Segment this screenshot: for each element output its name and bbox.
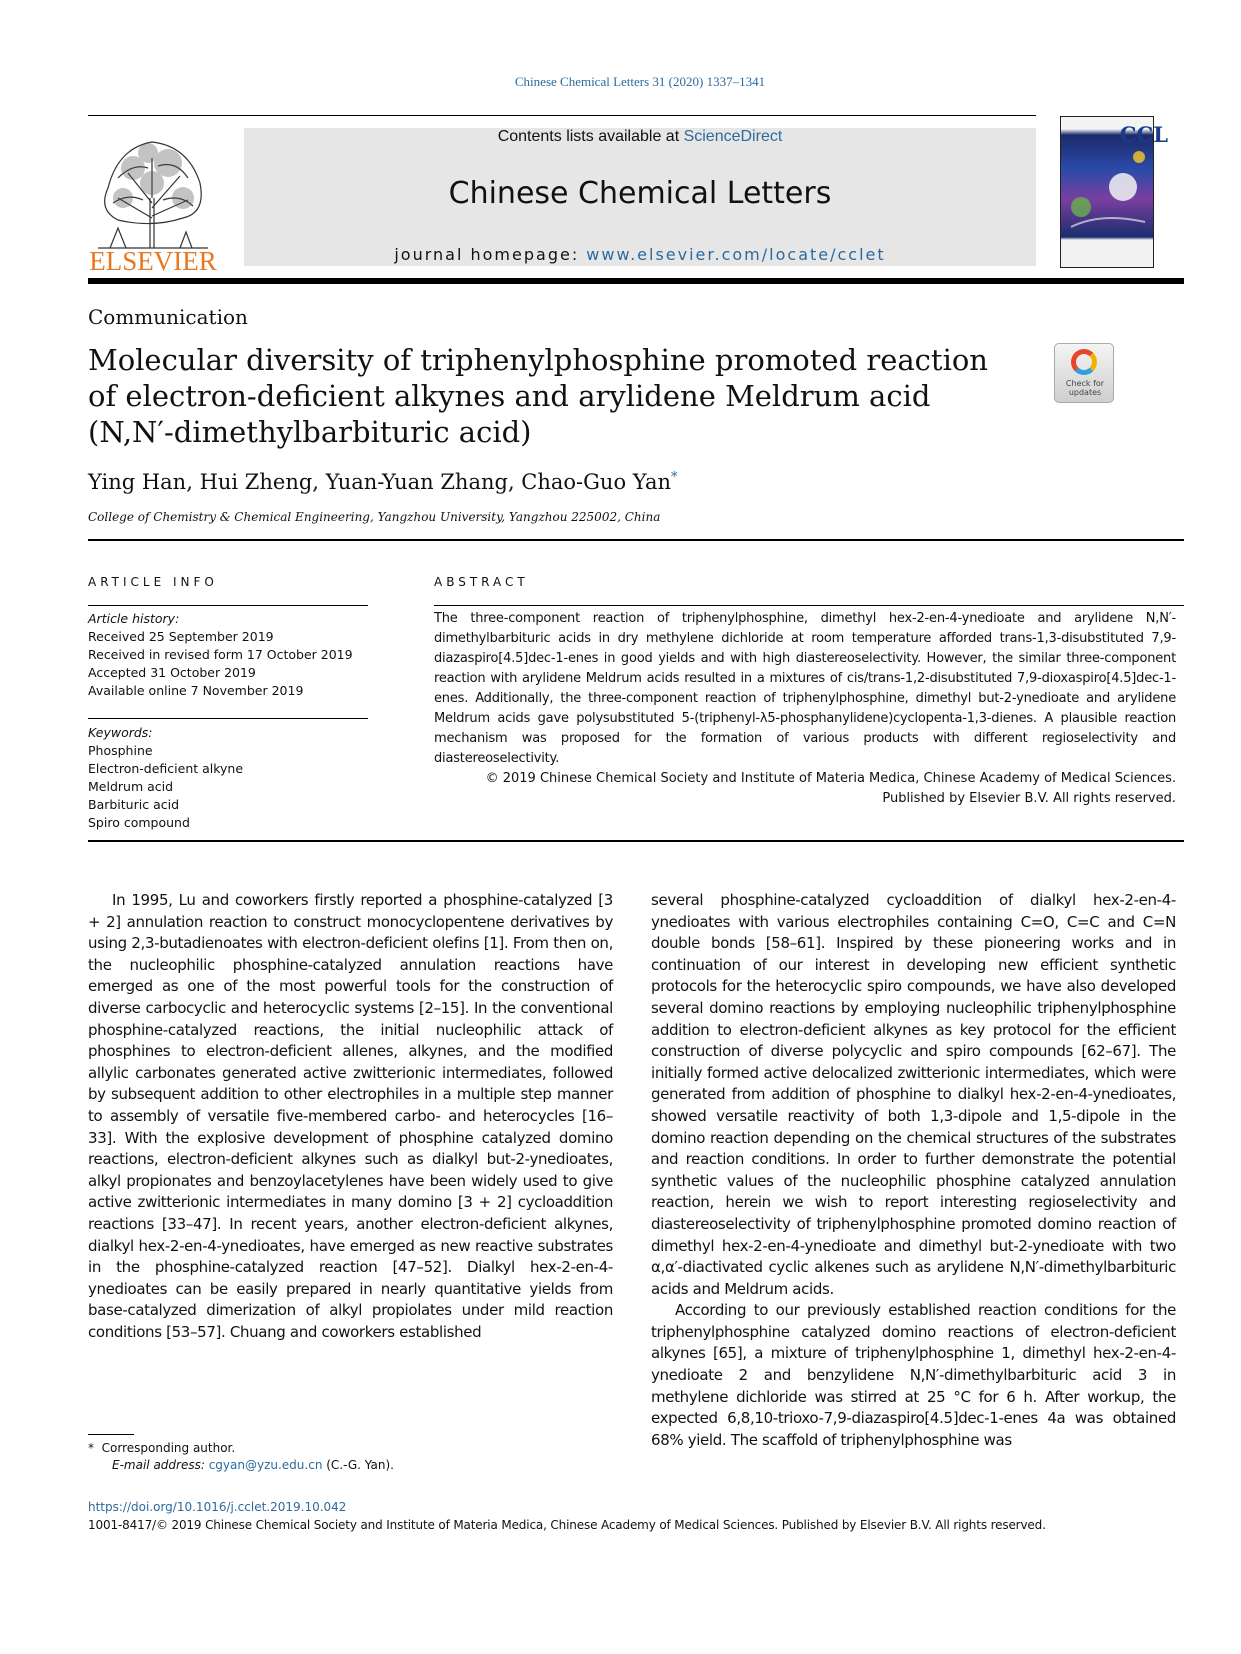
author-affiliation: College of Chemistry & Chemical Engineering, Yangzhou University, Yangzhou 225002, China bbox=[88, 510, 661, 524]
journal-name: Chinese Chemical Letters bbox=[448, 176, 832, 211]
body-right-column bbox=[651, 890, 1176, 1451]
footnote-email-line bbox=[88, 1457, 394, 1474]
cover-ccl-title: CCL bbox=[1119, 122, 1168, 147]
corresponding-footnote bbox=[88, 1440, 394, 1474]
homepage-prefix: journal homepage: bbox=[394, 245, 587, 264]
abstract-copyright bbox=[434, 769, 1176, 809]
article-type: Communication bbox=[88, 305, 248, 329]
abstract-copyright-line-2: Published by Elsevier B.V. All rights reserved. bbox=[882, 791, 1176, 806]
keyword-item: Phosphine bbox=[88, 743, 153, 758]
header-heavy-rule bbox=[88, 278, 1184, 284]
history-label: Article history: bbox=[88, 611, 180, 626]
article-history bbox=[88, 610, 373, 700]
body-paragraph: several phosphine-catalyzed cycloaddition of dialkyl hex-2-en-4-ynedioates with various electrophiles containing C=O, C=C and C=N double bonds [58–61]. Inspired by these pioneering works and in continuation of our interest in developing new efficient synthetic protocols for the heterocyclic spiro compounds, we have also developed several domino reactions by employing nucleophilic triphenylphosphine addition to electron-deficient alkynes as key protocol for the efficient construction of diverse polycyclic and spiro compounds [62–67]. The initially formed active delocalized zwitterionic intermediates, which were generated from addition of phosphine to dialkyl hex-2-en-4-ynedioates, showed versatile reactivity of both 1,3-dipole and 1,5-dipole in the domino reaction depending on the chemical structures of the substrates and reaction conditions. In order to further demonstrate the potential synthetic values of the nucleophilic phosphine catalyzed annulation reaction, herein we wish to report interesting regioselectivity and diastereoselectivity of triphenylphosphine promoted domino reaction of dimethyl hex-2-en-4-ynedioate and dimethyl but-2-ynedioate with two α,α′-diactivated cyclic alkenes such as arylidene N,N′-dimethylbarbituric acids and Meldrum acids. bbox=[651, 891, 1176, 1298]
history-accepted: Accepted 31 October 2019 bbox=[88, 665, 256, 680]
keywords-list bbox=[88, 724, 373, 832]
keywords-label: Keywords: bbox=[88, 725, 153, 740]
contents-prefix: Contents lists available at bbox=[497, 128, 684, 145]
abstract-rule bbox=[434, 605, 1184, 606]
body-paragraph: According to our previously established reaction conditions for the triphenylphosphine catalyzed domino reactions of electron-deficient alkynes [65], a mixture of triphenylphosphine 1, dimethyl hex-2-en-4-ynedioate 2 and benzylidene N,N′-dimethylbarbituric acid 3 in methylene dichloride was stirred at 25 °C for 6 h. After workup, the expected 6,8,10-trioxo-7,9-diazaspiro[4.5]dec-1-enes 4a was obtained 68% yield. The scaffold of triphenylphosphine was bbox=[651, 1301, 1176, 1449]
history-online: Available online 7 November 2019 bbox=[88, 683, 304, 698]
article-title: Molecular diversity of triphenylphosphine promoted reaction of electron-deficient alkynes and arylidene Meldrum acid (N,N′-dimethylbarbituric acid) bbox=[88, 343, 988, 449]
check-updates-icon bbox=[1071, 349, 1097, 375]
footnote-mark: * bbox=[88, 1441, 94, 1455]
body-left-column bbox=[88, 890, 613, 1343]
keyword-item: Spiro compound bbox=[88, 815, 190, 830]
keyword-item: Meldrum acid bbox=[88, 779, 174, 794]
footnote-label: Corresponding author. bbox=[101, 1441, 236, 1455]
keyword-item: Electron-deficient alkyne bbox=[88, 761, 244, 776]
sciencedirect-link[interactable]: ScienceDirect bbox=[683, 128, 783, 145]
check-for-updates-button[interactable] bbox=[1054, 343, 1114, 403]
journal-homepage-line bbox=[244, 245, 1036, 264]
check-updates-label: Check for updates bbox=[1065, 379, 1105, 397]
keyword-item: Barbituric acid bbox=[88, 797, 180, 812]
homepage-link[interactable]: www.elsevier.com/locate/cclet bbox=[586, 245, 886, 264]
keywords-rule bbox=[88, 718, 368, 719]
email-label: E-mail address: bbox=[112, 1458, 209, 1472]
history-revised: Received in revised form 17 October 2019 bbox=[88, 647, 353, 662]
elsevier-wordmark: ELSEVIER bbox=[89, 246, 217, 276]
abstract-copyright-line-1: © 2019 Chinese Chemical Society and Institute of Materia Medica, Chinese Academy of Medical Sciences. bbox=[485, 771, 1176, 786]
header-top-rule bbox=[88, 115, 1036, 116]
author-list bbox=[88, 470, 678, 494]
corresponding-author-mark[interactable]: * bbox=[671, 470, 678, 485]
abstract-bottom-rule bbox=[88, 840, 1184, 842]
article-info-rule bbox=[88, 605, 368, 606]
abstract-text: The three-component reaction of triphenylphosphine, dimethyl hex-2-en-4-ynedioate and arylidene N,N′-dimethylbarbituric acids in dry methylene dichloride at room temperature afforded trans-1,3-disubstituted 7,9-diazaspiro[4.5]dec-1-enes in good yields and with high diastereoselectivity. However, the similar three-component reaction with arylidene Meldrum acids resulted in a mixtures of cis/trans-1,2-disubstituted 7,9-dioxaspiro[4.5]dec-1-enes. Additionally, the three-component reaction of triphenylphosphine, dimethyl but-2-ynedioate and arylidene Meldrum acids gave polysubstituted 5-(triphenyl-λ5-phosphanylidene)cyclopenta-1,3-dienes. A plausible reaction mechanism was proposed for the formation of various products with different regioselectivity and diastereoselectivity. bbox=[434, 611, 1176, 766]
body-paragraph: In 1995, Lu and coworkers firstly reported a phosphine-catalyzed [3 + 2] annulation reaction to construct monocyclopentene derivatives by using 2,3-butadienoates with electron-deficient olefins [1]. From then on, the nucleophilic phosphine-catalyzed annulation reactions have emerged as one of the most powerful tools for the construction of diverse carbocyclic and heterocyclic systems [2–15]. In the conventional phosphine-catalyzed reactions, the initial nucleophilic attack of phosphines to electron-deficient allenes, alkynes, and the modified allylic carbonates generated active zwitterionic intermediates, followed by subsequent addition to other electrophiles in a multiple step manner to assembly of versatile five-membered carbo- and heterocycles [16–33]. With the explosive development of phosphine catalyzed domino reactions, electron-deficient alkynes such as dialkyl but-2-ynedioates, alkyl propionates and benzoylacetylenes have been widely used to give active zwitterionic intermediates in many domino [3 + 2] cycloaddition reactions [33–47]. In recent years, another electron-deficient alkynes, dialkyl hex-2-en-4-ynedioates, have emerged as new reactive substrates in the phosphine-catalyzed reaction [47–52]. Dialkyl hex-2-en-4-ynedioates can be easily prepared in nearly quantitative yields from base-catalyzed dimerization of alkyl propiolates under mild reaction conditions [53–57]. Chuang and coworkers established bbox=[88, 891, 613, 1341]
email-suffix: (C.-G. Yan). bbox=[322, 1458, 394, 1472]
contents-available-line bbox=[244, 128, 1036, 146]
author-names: Ying Han, Hui Zheng, Yuan-Yuan Zhang, Chao-Guo Yan bbox=[88, 470, 672, 494]
footnote-rule bbox=[88, 1434, 134, 1435]
history-received: Received 25 September 2019 bbox=[88, 629, 274, 644]
doi-link[interactable]: https://doi.org/10.1016/j.cclet.2019.10.042 bbox=[88, 1500, 347, 1514]
footnote-corresponding bbox=[88, 1440, 394, 1457]
affiliation-rule bbox=[88, 539, 1184, 541]
article-info-heading: ARTICLE INFO bbox=[88, 575, 218, 589]
issn-copyright-line: 1001-8417/© 2019 Chinese Chemical Society and Institute of Materia Medica, Chinese Academy of Medical Sciences. Published by Elsevier B.V. All rights reserved. bbox=[88, 1518, 1046, 1532]
email-link[interactable]: cgyan@yzu.edu.cn bbox=[208, 1458, 323, 1472]
abstract-heading: ABSTRACT bbox=[434, 575, 529, 589]
journal-reference-link[interactable]: Chinese Chemical Letters 31 (2020) 1337–1341 bbox=[514, 74, 766, 89]
